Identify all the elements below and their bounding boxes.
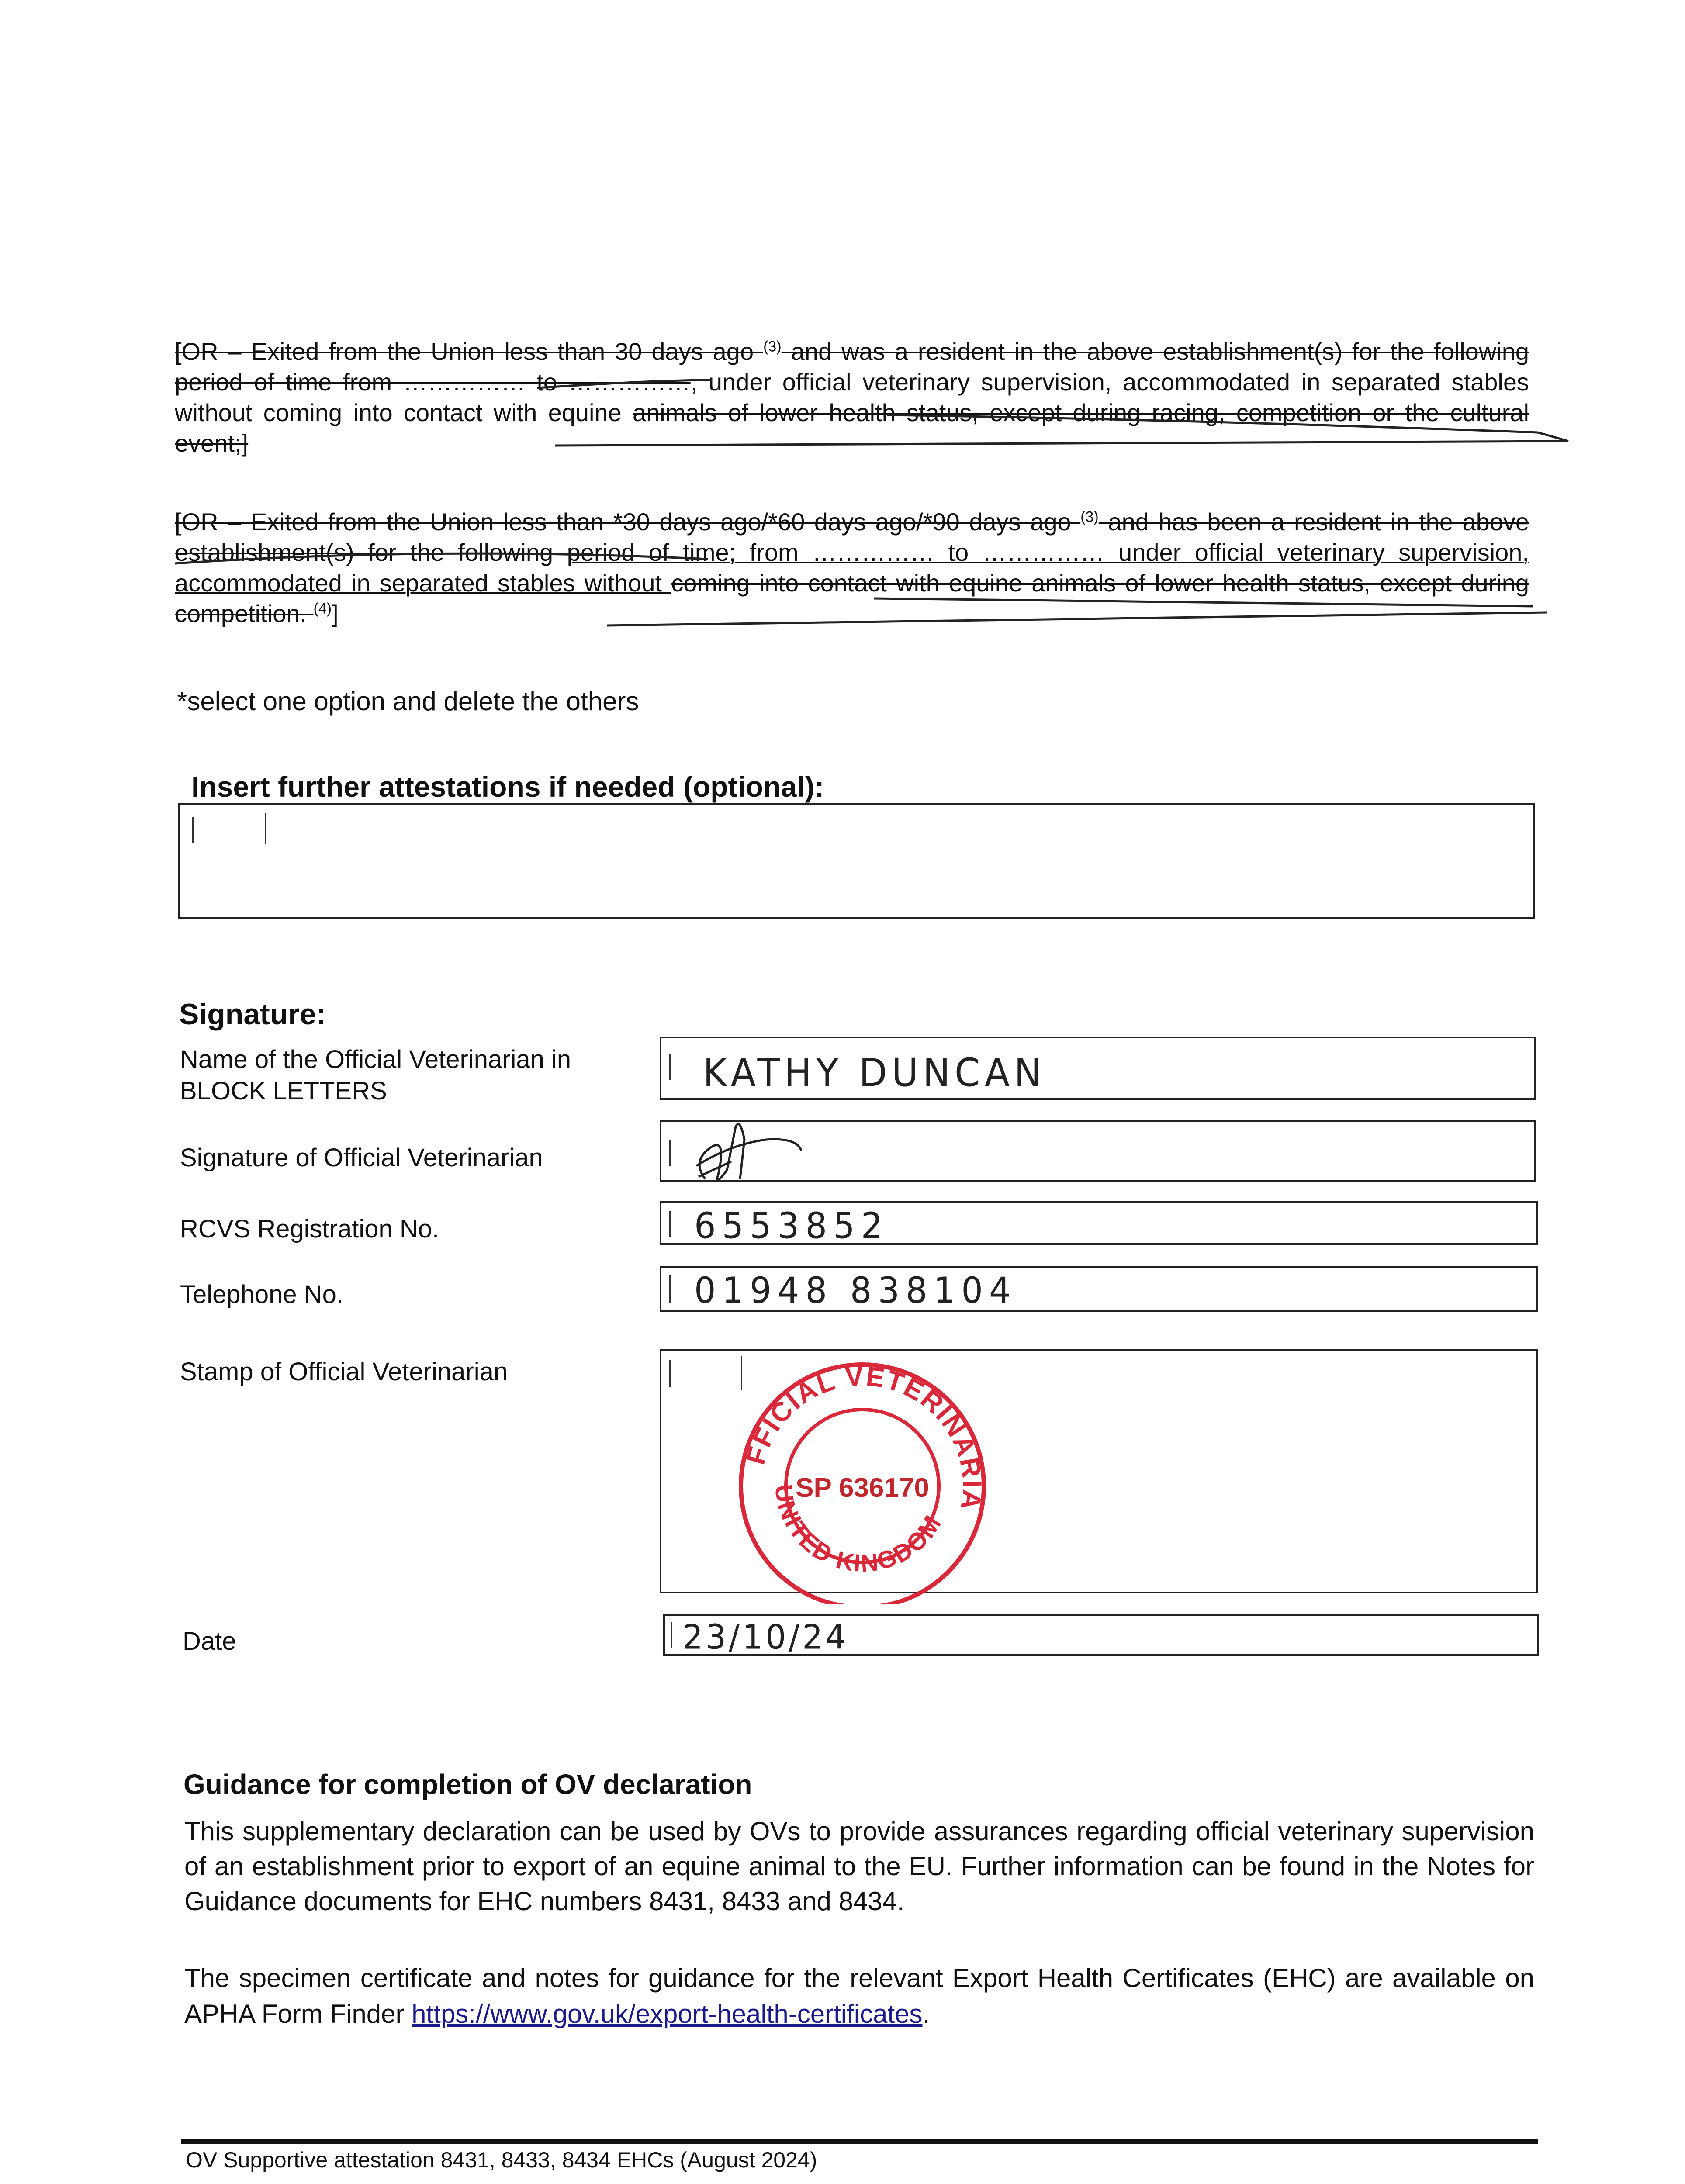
caret-marker xyxy=(192,817,194,843)
select-note: *select one option and delete the others xyxy=(177,687,639,716)
signature-field[interactable] xyxy=(660,1120,1536,1182)
guidance-paragraph-2-end: . xyxy=(922,1999,930,2028)
telephone-label: Telephone No. xyxy=(180,1280,344,1309)
strike-line-6 xyxy=(607,612,1547,625)
telephone-value: 01948 838104 xyxy=(694,1270,1017,1312)
stamp-field[interactable] xyxy=(660,1349,1538,1593)
further-attestations-input[interactable] xyxy=(178,803,1535,919)
option1-struck-end: animals of lower health status, except during racing, competition or the cultural event;] xyxy=(175,399,1529,457)
strike-line-2 xyxy=(887,415,1568,441)
option2-mid: and has been a resident in the above establishment(s) for the following xyxy=(175,508,1529,566)
option1-footnote: (3) xyxy=(763,338,782,355)
signature-label: Signature of Official Veterinarian xyxy=(180,1144,543,1172)
option2-struck-end: coming into contact with equine animals of lower health status, except during competition. xyxy=(175,569,1529,627)
caret-marker xyxy=(669,1140,671,1166)
date-label: Date xyxy=(183,1627,236,1655)
stamp-code: SP 636170 xyxy=(796,1473,929,1503)
caret-marker xyxy=(669,1054,671,1080)
stamp-top-text: OFFICIAL VETERINARIAN xyxy=(740,1361,987,1513)
option1-tail: , under official veterinary supervision, accommodated in separated stables without coming into contact with equine xyxy=(175,368,1529,426)
option1-prefix: [OR – Exited from the Union less than 30 days ago xyxy=(175,338,764,365)
caret-marker xyxy=(265,813,266,844)
option2-footnote-1: (3) xyxy=(1080,508,1099,525)
stamp-label: Stamp of Official Veterinarian xyxy=(180,1358,508,1386)
official-veterinarian-stamp xyxy=(731,1359,993,1604)
option2-close: ] xyxy=(332,600,339,627)
rcvs-value: 6553852 xyxy=(694,1205,889,1247)
guidance-paragraph-2 xyxy=(184,1960,1534,2032)
name-value: KATHY DUNCAN xyxy=(703,1050,1046,1095)
strike-line-1 xyxy=(537,380,712,388)
telephone-field[interactable] xyxy=(660,1266,1538,1312)
guidance-heading: Guidance for completion of OV declaration xyxy=(183,1769,752,1800)
strike-line-5 xyxy=(874,598,1533,606)
option2-footnote-2: (4) xyxy=(313,600,332,617)
further-attestations-heading: Insert further attestations if needed (optional): xyxy=(191,771,824,803)
guidance-paragraph-2-text: The specimen certificate and notes for guidance for the relevant Export Health Certificates (EHC) are available on APHA Form Finder xyxy=(184,1963,1534,2028)
signature-heading: Signature: xyxy=(179,998,326,1031)
stamp-bottom-text: UNITED KINGDOM xyxy=(769,1483,947,1577)
export-health-certificates-link[interactable]: https://www.gov.uk/export-health-certificates xyxy=(412,1999,923,2028)
rcvs-field[interactable] xyxy=(660,1201,1538,1245)
guidance-paragraph-1: This supplementary declaration can be used by OVs to provide assurances regarding official veterinary supervision of an establishment prior to export of an equine animal to the EU. Further information can be found in the Notes for Guidance documents for EHC numbers 8431, 8433 and 8434. xyxy=(184,1817,1534,1916)
caret-marker xyxy=(671,1622,672,1648)
date-field[interactable] xyxy=(663,1614,1539,1656)
option2-prefix: [OR – Exited from the Union less than *30 days ago/*60 days ago/*90 days ago xyxy=(175,508,1081,536)
signature-scribble xyxy=(679,1113,810,1192)
name-field[interactable] xyxy=(660,1037,1536,1100)
option2-tail: period of time; from …………… to …………… under official veterinary supervision, accommodated in separated stables without xyxy=(175,539,1529,597)
option1-mid: and was a resident in the above establishment(s) for the following period of time from …………… to …………… xyxy=(175,338,1529,396)
name-label: Name of the Official Veterinarian in BLOCK LETTERS xyxy=(180,1045,571,1105)
rcvs-label: RCVS Registration No. xyxy=(180,1215,439,1243)
caret-marker xyxy=(669,1360,671,1387)
caret-marker xyxy=(669,1211,671,1237)
strike-line-3 xyxy=(555,441,1568,446)
handwritten-strike-lines xyxy=(0,0,1685,655)
strike-line-4 xyxy=(175,553,708,563)
footer-text: OV Supportive attestation 8431, 8433, 8434 EHCs (August 2024) xyxy=(186,2148,817,2172)
footer-rule xyxy=(181,2139,1538,2144)
caret-marker xyxy=(669,1275,671,1303)
date-value: 23/10/24 xyxy=(682,1617,849,1657)
